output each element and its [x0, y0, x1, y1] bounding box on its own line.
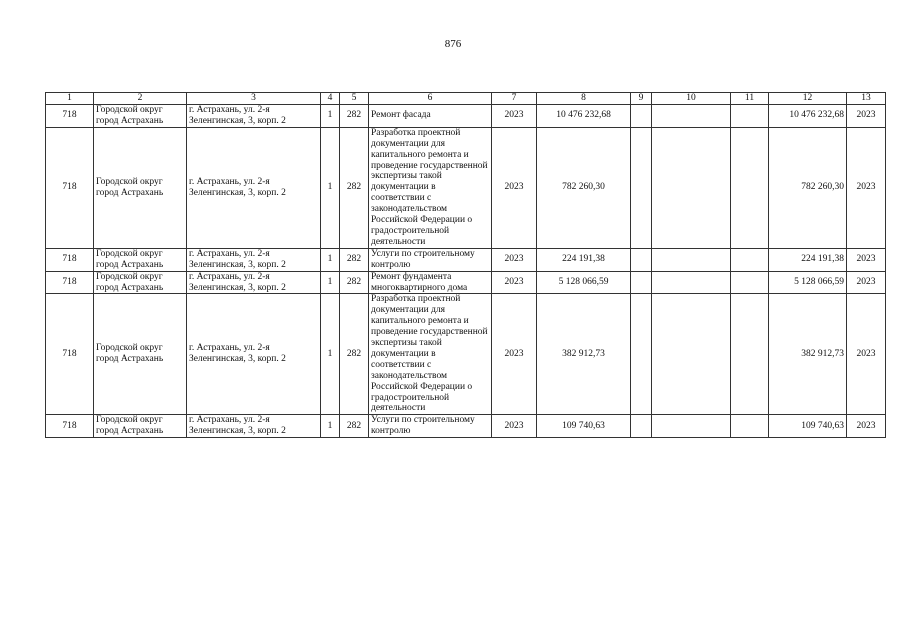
cell-col5: 282	[340, 271, 369, 294]
cell-col10	[652, 248, 731, 271]
column-header: 7	[492, 93, 537, 105]
cell-year: 2023	[492, 271, 537, 294]
column-header: 1	[46, 93, 94, 105]
column-header: 5	[340, 93, 369, 105]
cell-address: г. Астрахань, ул. 2-я Зеленгинская, 3, корп. 2	[187, 105, 321, 128]
cell-col11	[731, 105, 769, 128]
cell-col5: 282	[340, 415, 369, 438]
cell-col11	[731, 271, 769, 294]
cell-col11	[731, 294, 769, 415]
table-row	[46, 271, 886, 294]
table-row	[46, 105, 886, 128]
cell-work-type: Услуги по строительному контролю	[369, 415, 492, 438]
cell-amount: 224 191,38	[537, 248, 631, 271]
cell-amount-total: 10 476 232,68	[769, 105, 847, 128]
cell-amount-total: 782 260,30	[769, 127, 847, 248]
cell-year-end: 2023	[847, 127, 886, 248]
cell-year-end: 2023	[847, 271, 886, 294]
column-header: 11	[731, 93, 769, 105]
cell-year-end: 2023	[847, 105, 886, 128]
cell-col4: 1	[321, 294, 340, 415]
cell-col9	[631, 415, 652, 438]
table-row	[46, 127, 886, 248]
header-row	[46, 93, 886, 105]
column-header: 8	[537, 93, 631, 105]
cell-amount: 10 476 232,68	[537, 105, 631, 128]
cell-amount-total: 382 912,73	[769, 294, 847, 415]
cell-col10	[652, 105, 731, 128]
cell-year: 2023	[492, 294, 537, 415]
cell-municipality: Городской округ город Астрахань	[94, 248, 187, 271]
cell-col4: 1	[321, 248, 340, 271]
cell-amount-total: 5 128 066,59	[769, 271, 847, 294]
column-header: 13	[847, 93, 886, 105]
cell-col5: 282	[340, 294, 369, 415]
column-header: 6	[369, 93, 492, 105]
cell-number: 718	[46, 127, 94, 248]
cell-year-end: 2023	[847, 248, 886, 271]
cell-amount-total: 224 191,38	[769, 248, 847, 271]
cell-col10	[652, 294, 731, 415]
cell-amount: 782 260,30	[537, 127, 631, 248]
cell-col4: 1	[321, 415, 340, 438]
cell-col9	[631, 271, 652, 294]
page-number: 876	[444, 38, 462, 50]
column-header: 3	[187, 93, 321, 105]
cell-address: г. Астрахань, ул. 2-я Зеленгинская, 3, корп. 2	[187, 127, 321, 248]
cell-municipality: Городской округ город Астрахань	[94, 294, 187, 415]
cell-municipality: Городской округ город Астрахань	[94, 271, 187, 294]
cell-col9	[631, 294, 652, 415]
cell-work-type: Разработка проектной документации для капитального ремонта и проведение государственной экспертизы такой документации в соответствии с законодательством Российской Федерации о градостроительной деятельности	[369, 294, 492, 415]
cell-number: 718	[46, 294, 94, 415]
cell-col11	[731, 127, 769, 248]
capital-repair-table	[45, 92, 886, 438]
cell-address: г. Астрахань, ул. 2-я Зеленгинская, 3, корп. 2	[187, 294, 321, 415]
cell-address: г. Астрахань, ул. 2-я Зеленгинская, 3, корп. 2	[187, 248, 321, 271]
cell-col10	[652, 271, 731, 294]
cell-col5: 282	[340, 248, 369, 271]
cell-address: г. Астрахань, ул. 2-я Зеленгинская, 3, корп. 2	[187, 415, 321, 438]
cell-col9	[631, 248, 652, 271]
cell-amount: 109 740,63	[537, 415, 631, 438]
cell-number: 718	[46, 105, 94, 128]
cell-year: 2023	[492, 105, 537, 128]
cell-year: 2023	[492, 248, 537, 271]
table-body	[46, 105, 886, 438]
cell-amount-total: 109 740,63	[769, 415, 847, 438]
cell-number: 718	[46, 248, 94, 271]
cell-work-type: Услуги по строительному контролю	[369, 248, 492, 271]
cell-year-end: 2023	[847, 415, 886, 438]
column-header: 9	[631, 93, 652, 105]
cell-address: г. Астрахань, ул. 2-я Зеленгинская, 3, корп. 2	[187, 271, 321, 294]
cell-col4: 1	[321, 105, 340, 128]
table-header	[46, 93, 886, 105]
cell-work-type: Ремонт фасада	[369, 105, 492, 128]
table-row	[46, 248, 886, 271]
cell-col9	[631, 127, 652, 248]
cell-col4: 1	[321, 127, 340, 248]
cell-year-end: 2023	[847, 294, 886, 415]
cell-col10	[652, 415, 731, 438]
cell-col4: 1	[321, 271, 340, 294]
column-header: 2	[94, 93, 187, 105]
cell-work-type: Разработка проектной документации для капитального ремонта и проведение государственной экспертизы такой документации в соответствии с законодательством Российской Федерации о градостроительной деятельности	[369, 127, 492, 248]
column-header: 4	[321, 93, 340, 105]
column-header: 12	[769, 93, 847, 105]
table-row	[46, 294, 886, 415]
column-header: 10	[652, 93, 731, 105]
cell-work-type: Ремонт фундамента многоквартирного дома	[369, 271, 492, 294]
cell-number: 718	[46, 271, 94, 294]
cell-amount: 5 128 066,59	[537, 271, 631, 294]
cell-col11	[731, 248, 769, 271]
cell-col5: 282	[340, 105, 369, 128]
cell-col11	[731, 415, 769, 438]
cell-col10	[652, 127, 731, 248]
cell-col5: 282	[340, 127, 369, 248]
cell-amount: 382 912,73	[537, 294, 631, 415]
cell-year: 2023	[492, 127, 537, 248]
table-row	[46, 415, 886, 438]
cell-municipality: Городской округ город Астрахань	[94, 105, 187, 128]
cell-year: 2023	[492, 415, 537, 438]
cell-municipality: Городской округ город Астрахань	[94, 127, 187, 248]
cell-number: 718	[46, 415, 94, 438]
cell-col9	[631, 105, 652, 128]
cell-municipality: Городской округ город Астрахань	[94, 415, 187, 438]
